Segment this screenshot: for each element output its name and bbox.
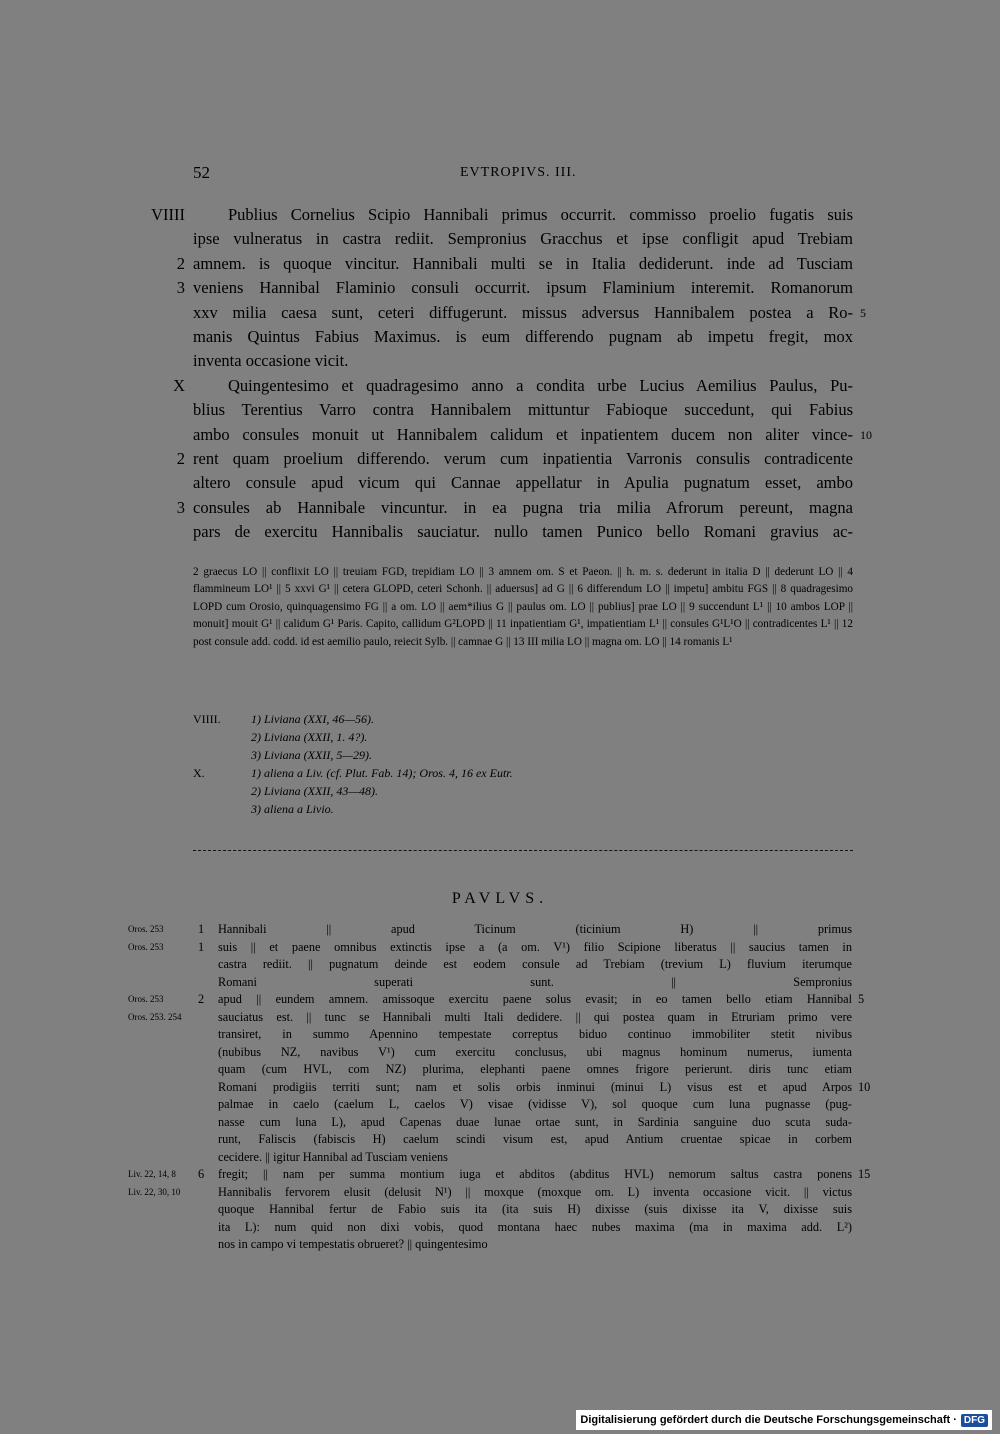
- source-reference: Oros. 253: [128, 941, 164, 952]
- paulus-line-text: castra rediit. || pugnatum deinde est eodem consule ad Trebiam (trevium L) fluvium iterumque: [218, 957, 852, 971]
- paulus-line: [0, 1025, 1000, 1043]
- source-reference: Oros. 253: [128, 924, 164, 934]
- paulus-line: [0, 1095, 1000, 1113]
- paulus-line-text: quam (cum HVL, com NZ) plurima, elephanti paene omnes frigore perierunt. diris tunc etiam: [218, 1062, 852, 1076]
- paulus-line: [0, 1008, 1000, 1026]
- lemma-line-number: 2: [198, 992, 205, 1006]
- line-text: altero consule apud vicum qui Cannae appellatur in Apulia pugnatum esset, ambo: [193, 473, 853, 493]
- paulus-line: [0, 1148, 1000, 1166]
- paulus-line: [0, 990, 1000, 1008]
- paulus-line: [0, 973, 1000, 991]
- paulus-line: [0, 955, 1000, 973]
- paulus-line-text: runt, Faliscis (fabiscis H) caelum scindi visum est, apud Antium cruentae spicae in corbem: [218, 1132, 852, 1146]
- line-text: rent quam proelium differendo. verum cum inpatientia Varronis consulis contradicente: [193, 449, 853, 468]
- line-text: pars de exercitu Hannibalis sauciatur. nullo tamen Punico bello Romani gravius ac-: [193, 522, 853, 542]
- paulus-line: [0, 938, 1000, 956]
- source-label: X.: [193, 766, 205, 780]
- paulus-line-text: Hannibalis fervorem elusit (delusit N¹) || moxque (moxque om. L) inventa occasione vicit. || victus: [218, 1184, 852, 1199]
- paulus-line-text: Romani superati sunt. || Sempronius: [218, 974, 852, 989]
- line-number: 15: [858, 1167, 871, 1181]
- paulus-line-text: Hannibali || apud Ticinum (ticinium H) || primus: [218, 922, 852, 936]
- paulus-line: [0, 920, 1000, 938]
- line-text: Publius Cornelius Scipio Hannibali primus occurrit. commisso proelio fugatis suis: [228, 205, 853, 224]
- source-reference: Liv. 22, 30, 10: [128, 1186, 181, 1197]
- running-title: EVTROPIVS. III.: [460, 165, 577, 180]
- paulus-line: [0, 1060, 1000, 1078]
- line-number: 5: [860, 305, 866, 320]
- paulus-title: PAVLVS.: [451, 890, 549, 907]
- paulus-line-text: (nubibus NZ, navibus V¹) cum exercitu conclusus, ubi magnus hominum numerus, iumenta: [218, 1044, 852, 1059]
- paulus-line-text: Romani prodigiis territi sunt; nam et solis orbis inminui (minui L) visus est et apud Arpos: [218, 1079, 852, 1094]
- paulus-line-text: cecidere. || igitur Hannibal ad Tusciam veniens: [218, 1149, 448, 1164]
- paulus-line: [0, 1200, 1000, 1218]
- line-text: consules ab Hannibale vincuntur. in ea pugna tria milia Afrorum pereunt, magna: [193, 497, 853, 517]
- paulus-line-text: fregit; || nam per summa montium iuga et abditos (abditus HVL) nemorum saltus castra ponens: [218, 1167, 852, 1181]
- paulus-line-text: nos in campo vi tempestatis obrueret? || quingentesimo: [218, 1237, 488, 1251]
- line-text: ambo consules monuit ut Hannibalem calidum et inpatientem ducem non aliter vince-: [193, 424, 853, 444]
- source-item: 2) Liviana (XXII, 43—48).: [251, 784, 378, 798]
- paulus-line-text: ita L): num quid non dixi vobis, quod montana haec nubes maxima (ma in maxima add. L²): [218, 1219, 852, 1234]
- section-number: 3: [176, 278, 185, 298]
- line-text: Quingentesimo et quadragesimo anno a condita urbe Lucius Aemilius Paulus, Pu-: [228, 375, 853, 395]
- paulus-line: [0, 1130, 1000, 1148]
- paulus-line: [0, 1043, 1000, 1061]
- paulus-line: [0, 1183, 1000, 1201]
- section-divider: [193, 850, 853, 851]
- source-reference: Oros. 253. 254: [128, 1011, 182, 1022]
- paulus-line: [0, 1113, 1000, 1131]
- paulus-line: [0, 1165, 1000, 1183]
- paulus-line-text: nasse cum luna L), apud Capenas duae lunae ortae sunt, in Sardinia sanguine duo scuta suda-: [218, 1114, 852, 1129]
- line-text: blius Terentius Varro contra Hannibalem mittuntur Fabioque succedunt, qui Fabius: [193, 400, 853, 420]
- lemma-line-number: 1: [198, 922, 205, 936]
- section-number: 3: [176, 497, 185, 517]
- lemma-line-number: 6: [198, 1167, 205, 1181]
- line-text: ipse vulneratus in castra rediit. Sempronius Gracchus et ipse confligit apud Trebiam: [193, 229, 853, 249]
- paulus-line-text: apud || eundem amnem. amissoque exercitu paene solus evasit; in eo tamen bello etiam Hannibal: [218, 992, 852, 1006]
- funding-footer: [576, 1410, 992, 1430]
- paulus-line-text: quoque Hannibal fertur de Fabio suis ita (ita suis H) dixisse (suis dixisse ita V, dixisse suis: [218, 1202, 852, 1216]
- line-text: xxv milia caesa sunt, ceteri diffugerunt. missus adversus Hannibalem postea a Ro-: [193, 302, 853, 322]
- dfg-logo: DFG: [961, 1414, 988, 1427]
- line-text: veniens Hannibal Flaminio consuli occurrit. ipsum Flaminium interemit. Romanorum: [193, 278, 853, 298]
- source-item: 1) aliena a Liv. (cf. Plut. Fab. 14); Oros. 4, 16 ex Eutr.: [251, 766, 513, 780]
- paulus-line-text: sauciatus est. || tunc se Hannibali multi Itali dedidere. || qui postea quam in Etruriam primo vere: [218, 1009, 852, 1024]
- lemma-line-number: 1: [198, 939, 205, 954]
- paulus-line: [0, 1218, 1000, 1236]
- section-number: 2: [176, 253, 185, 273]
- line-text: amnem. is quoque vincitur. Hannibali multi se in Italia dediderunt. inde ad Tusciam: [193, 253, 853, 273]
- critical-apparatus: 2 graecus LO || conflixit LO || treuiam FGD, trepidiam LO || 3 amnem om. S et Paeon. || h. m. s. dederunt in italia D || dederunt LO || 4 flammineum LO¹ || 5 xxvi G¹ || cetera GLOPD, ceteri Schonh. || aduersus] ad G || 6 differendum LO || impetu] ambitu FGS || 8 quadragesimo LOPD cum Orosio, quinquagensimo FG || a om. LO || aem*ilius G || paulus om. LO || publius] prae LO || 9 succendunt L¹ || 10 ambos LOP || monuit] mouit G¹ || calidum G¹ Paris. Capito, callidum G²LOPD || 11 inpatientiam G¹, impatientiam L¹ || consules G¹L¹O || contradicentes L¹ || 12 post consule add. codd. id est aemilio paulo, reiecit Sylb. || camnae G || 13 III milia LO || magna om. LO || 14 romanis L¹: [193, 566, 853, 648]
- line-number: 10: [860, 427, 872, 442]
- source-reference: Oros. 253: [128, 994, 164, 1004]
- paulus-line-text: transiret, in summo Apennino tempestate correptus biduo continuo immobiliter stetit nivibus: [218, 1027, 852, 1041]
- paulus-line-text: suis || et paene omnibus extinctis ipse a (a om. V¹) filio Scipione liberatus || saucius tamen in: [218, 939, 852, 954]
- section-number: X: [173, 375, 185, 395]
- line-text: manis Quintus Fabius Maximus. is eum differendo pugnam ab impetu fregit, mox: [193, 327, 853, 346]
- page-number: 52: [193, 163, 210, 182]
- section-number: 2: [176, 449, 185, 468]
- source-item: 2) Liviana (XXII, 1. 4?).: [251, 730, 368, 744]
- paulus-line-text: palmae in caelo (caelum L, caelos V) visae (vidisse V), sol quoque cum luna pugnasse (pug-: [218, 1097, 852, 1111]
- source-item: 3) aliena a Livio.: [251, 802, 334, 816]
- source-label: VIIII.: [193, 712, 221, 726]
- source-item: 1) Liviana (XXI, 46—56).: [251, 712, 374, 726]
- line-number: 5: [858, 992, 865, 1006]
- line-text: inventa occasione vicit.: [193, 351, 349, 371]
- section-number: VIIII: [151, 205, 185, 224]
- line-number: 10: [858, 1079, 871, 1094]
- source-reference: Liv. 22, 14, 8: [128, 1169, 176, 1179]
- paulus-line: [0, 1078, 1000, 1096]
- paulus-line: [0, 1235, 1000, 1253]
- footer-text: Digitalisierung gefördert durch die Deutsche Forschungsgemeinschaft ·: [580, 1414, 957, 1426]
- source-item: 3) Liviana (XXII, 5—29).: [251, 748, 372, 762]
